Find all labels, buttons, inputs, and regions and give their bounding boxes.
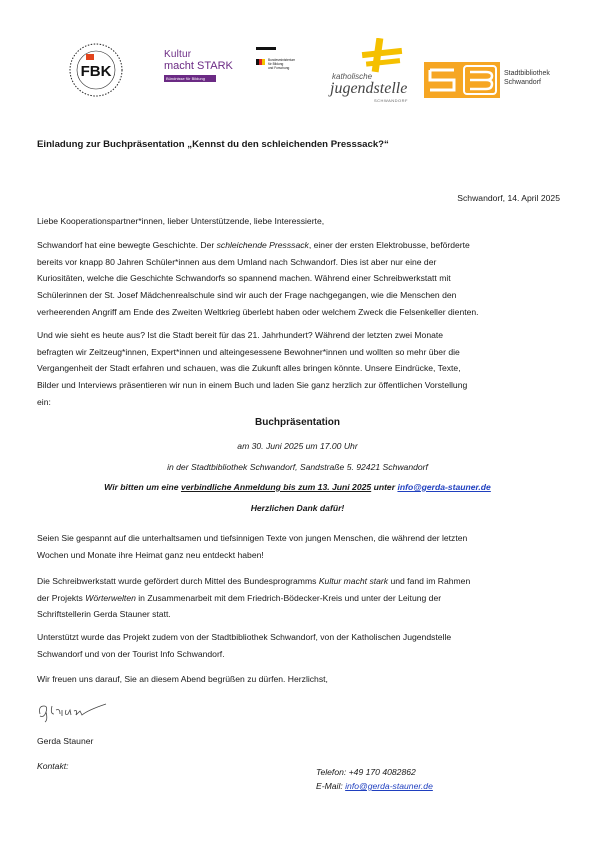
fbk-logo-text: FBK	[80, 63, 112, 80]
greeting: Liebe Kooperationspartner*innen, lieber Unterstützende, liebe Interessierte,	[37, 216, 325, 226]
paragraph-history	[37, 237, 562, 321]
kjs-line1: katholische	[332, 72, 373, 81]
p1-line: verheerenden Angriff am Ende des Zweiten Weltkrieg überlebt haben oder welchem Zweck die Felsenkeller dienten.	[37, 306, 479, 317]
letter-title: Einladung zur Buchpräsentation „Kennst du den schleichenden Presssack?“	[37, 139, 389, 150]
signature-name: Gerda Stauner	[37, 736, 94, 746]
emphasis: Kultur macht stark	[318, 576, 389, 586]
contact-phone: Telefon: +49 170 4082862	[316, 767, 416, 777]
bmbf-logo	[254, 45, 304, 95]
p2-line: befragten wir Zeitzeug*innen, Expert*innen und alteingesessene Bewohner*innen und wollten so mehr über die	[37, 346, 460, 357]
p2-line: Und wie sieht es heute aus? Ist die Stadt bereit für das 21. Jahrhundert? Während der letzten zwei Monate	[37, 330, 444, 340]
p2-line: ein:	[37, 396, 51, 407]
event-registration: Wir bitten um eine verbindliche Anmeldung bis zum 13. Juni 2025 unter info@gerda-stauner.de	[104, 482, 491, 492]
svg-text:für Bildung: für Bildung	[268, 62, 284, 66]
registration-email-link[interactable]: info@gerda-stauner.de	[397, 482, 491, 492]
p1-line: Schülerinnen der St. Josef Mädchenrealschule sind wir auch der Frage nachgegangen, wie die Menschen den	[37, 290, 457, 301]
event-date: am 30. Juni 2025 um 17.00 Uhr	[237, 441, 358, 451]
kultur-macht-stark-logo	[164, 49, 244, 91]
fbk-logo	[68, 42, 124, 98]
kms-line1: Kultur	[164, 49, 192, 60]
p2-line: Bilder und Interviews präsentieren wir nun in einem Buch und laden Sie ganz herzlich zur öffentlichen Vorstellung	[37, 380, 468, 391]
paragraph-texts	[37, 530, 562, 563]
p3-line: Seien Sie gespannt auf die unterhaltsamen und tiefsinnigen Texte von jungen Menschen, die während der letzten	[37, 533, 468, 543]
cross-icon	[358, 38, 408, 74]
p4-line: Die Schreibwerkstatt wurde gefördert durch Mittel des Bundesprogramms Kultur macht stark und fand im Rahmen	[37, 576, 471, 586]
event-thanks: Herzlichen Dank dafür!	[250, 503, 345, 513]
sb-line2: Schwandorf	[504, 78, 541, 86]
p5-line: Unterstützt wurde das Projekt zudem von der Stadtbibliothek Schwandorf, von der Katholischen Jugendstelle	[37, 632, 452, 642]
p5-line: Schwandorf und von der Tourist Info Schwandorf.	[37, 648, 225, 659]
kms-bar: Bündnisse für Bildung	[164, 75, 216, 82]
stadtbibliothek-text	[504, 70, 550, 87]
letter-date: Schwandorf, 14. April 2025	[457, 193, 560, 203]
kjs-line3: SCHWANDORF	[374, 98, 408, 103]
svg-text:Bundesministerium: Bundesministerium	[268, 58, 296, 62]
contact-email-line: E-Mail: info@gerda-stauner.de	[316, 781, 433, 791]
p1-line: bereits vor knapp 80 Jahren Schüler*innen aus dem Umland nach Schwandorf. Dies ist aber nur eine der	[37, 256, 437, 267]
registration-deadline: verbindliche Anmeldung bis zum 13. Juni 2025	[180, 482, 372, 492]
p2-line: Vergangenheit der Stadt erfahren und schauen, was die Zukunft alles bringen könnte. Unsere Eindrücke, Texte,	[37, 363, 461, 374]
paragraph-today	[37, 327, 562, 411]
p4-line: Schriftstellerin Gerda Stauner statt.	[37, 609, 171, 620]
katholische-jugendstelle-logo	[328, 38, 413, 103]
closing: Wir freuen uns darauf, Sie an diesem Abend begrüßen zu dürfen. Herzlichst,	[37, 674, 328, 684]
sb-line1: Stadtbibliothek	[504, 70, 550, 77]
contact-label: Kontakt:	[37, 761, 69, 771]
contact-email-link[interactable]: info@gerda-stauner.de	[345, 781, 433, 791]
svg-text:und Forschung: und Forschung	[268, 66, 290, 70]
emphasis: Wörterwelten	[85, 592, 136, 603]
p1-line: Schwandorf hat eine bewegte Geschichte. Der schleichende Presssack, einer der ersten Elektrobusse, beförderte	[37, 240, 470, 250]
p1-line: Kuriositäten, welche die Geschichte Schwandorfs so spannend machen. Während einer Schreibwerkstatt mit	[37, 273, 451, 284]
kms-line2: macht STARK	[164, 60, 233, 72]
handwritten-signature	[36, 700, 116, 724]
paragraph-funding	[37, 573, 562, 623]
kjs-line2: jugendstelle	[330, 80, 408, 97]
emphasis: schleichende Presssack	[216, 240, 309, 250]
p3-line: Wochen und Monate ihre Heimat ganz neu entdeckt haben!	[37, 549, 264, 560]
stadtbibliothek-logo	[424, 62, 554, 100]
paragraph-support	[37, 629, 562, 662]
event-title: Buchpräsentation	[254, 417, 340, 428]
stadtbibliothek-mark	[424, 62, 500, 98]
p4-line: der Projekts Wörterwelten in Zusammenarbeit mit dem Friedrich-Bödecker-Kreis und unter der Leitung der	[37, 592, 442, 603]
event-place: in der Stadtbibliothek Schwandorf, Sandstraße 5. 92421 Schwandorf	[167, 462, 428, 472]
